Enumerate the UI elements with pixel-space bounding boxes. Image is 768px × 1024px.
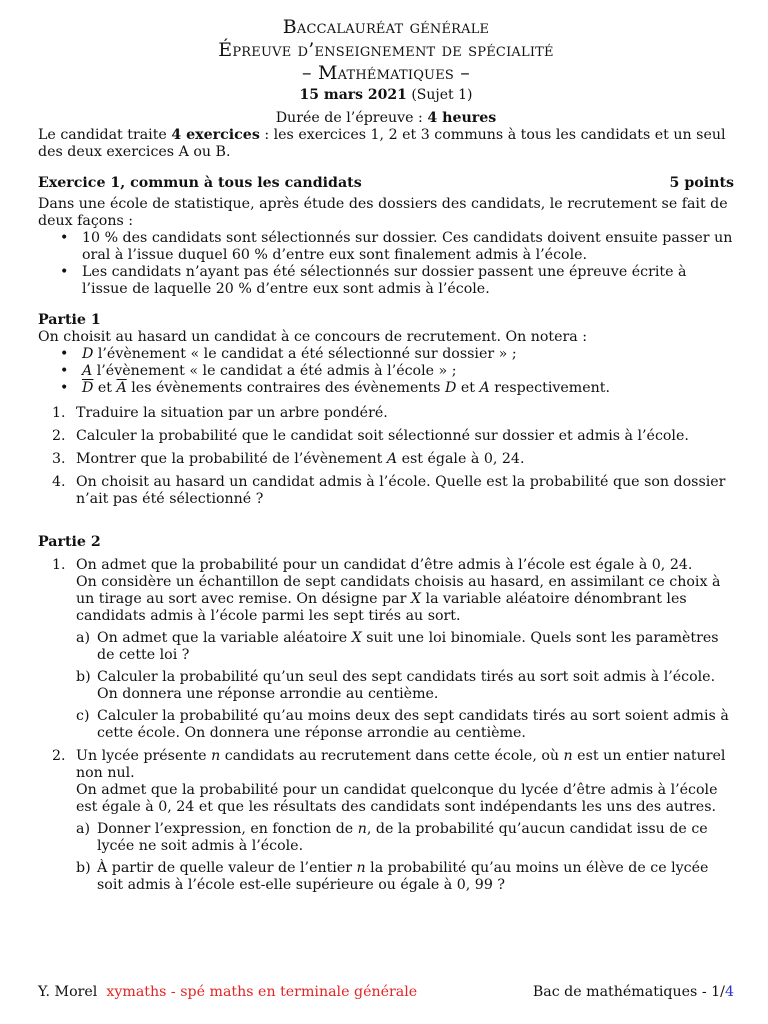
event-item xyxy=(38,346,734,363)
question-number: 4. xyxy=(52,474,66,490)
question-var: n xyxy=(357,821,367,837)
question-text: On admet que la probabilité pour un candidat d’être admis à l’école est égale à 0, 24. xyxy=(76,557,693,573)
bullet-item: • Les candidats n’ayant pas été sélectionnés sur dossier passent une épreuve écrite à l’issue de laquelle 20 % d’entre eux sont admis à l’école. xyxy=(38,264,734,298)
intro-paragraph xyxy=(38,127,734,161)
sub-question-letter: a) xyxy=(76,630,90,646)
sub-questions xyxy=(76,821,734,894)
question-text: Traduire la situation par un arbre pondéré. xyxy=(76,405,388,421)
question-text: Montrer que la probabilité de l’évènement xyxy=(76,451,387,467)
footer-right xyxy=(533,984,734,1000)
question-var: n xyxy=(563,748,573,764)
footer-left xyxy=(38,984,417,1000)
question-var: n xyxy=(356,860,366,876)
event-text: et xyxy=(456,380,480,396)
document-page xyxy=(38,16,734,894)
duration-label: Durée de l’épreuve : xyxy=(275,110,428,126)
footer-page-label: Bac de mathématiques - 1/ xyxy=(532,984,725,1000)
sub-question-text: Calculer la probabilité qu’au moins deux des sept candidats tirés au sort soient admis à cette école. On donnera une réponse arrondie au centième. xyxy=(97,708,729,741)
question-number: 3. xyxy=(52,451,66,467)
sub-question-text: , de la probabilité qu’aucun candidat issu de ce lycée ne soit admis à l’école. xyxy=(97,821,708,854)
question-var: A xyxy=(386,451,398,467)
exercise-header xyxy=(38,175,734,192)
event-var: $\overline{D}$ xyxy=(82,380,94,396)
intro-text-2: : les exercices 1, 2 et 3 communs à tous les candidats et un seul des deux exercices A ou B. xyxy=(38,127,726,160)
exam-date xyxy=(38,87,734,104)
exercise-intro: Dans une école de statistique, après étude des dossiers des candidats, le recrutement se fait de deux façons : xyxy=(38,196,728,229)
intro-bold: 4 exercices xyxy=(171,127,260,143)
page-footer xyxy=(38,984,734,1000)
question-item xyxy=(38,748,734,894)
question-paragraph xyxy=(76,574,734,625)
event-var: D xyxy=(82,346,94,362)
intro-text-1: Le candidat traite xyxy=(38,127,172,143)
exam-date-bold: 15 mars 2021 xyxy=(299,87,407,103)
partie-2-questions xyxy=(38,557,734,894)
sub-question-text: On admet que la variable aléatoire xyxy=(97,630,352,646)
event-item xyxy=(38,380,734,397)
question-text: est égale à 0, 24. xyxy=(397,451,525,467)
question-item xyxy=(38,451,734,468)
question-text: est un entier naturel non nul. xyxy=(76,748,726,781)
question-var: n xyxy=(211,748,221,764)
exercise-points: 5 points xyxy=(669,175,734,191)
exam-duration xyxy=(38,110,734,127)
bullet-item: • 10 % des candidats sont sélectionnés sur dossier. Ces candidats doivent ensuite passer un oral à l’issue duquel 60 % d’entre eux sont finalement admis à l’école. xyxy=(38,230,734,264)
footer-page-total-link[interactable]: 4 xyxy=(724,984,734,1000)
sub-question-item xyxy=(76,821,734,855)
sub-question-text: À partir de quelle valeur de l’entier xyxy=(97,860,357,876)
title-line-1: Baccalauréat générale xyxy=(282,16,490,38)
event-var: A xyxy=(479,380,490,396)
sub-question-text: la probabilité qu’au moins un élève de ce lycée soit admis à l’école est-elle supérieure ou égale à 0, 99 ? xyxy=(97,860,709,893)
sub-question-letter: a) xyxy=(76,821,90,837)
sub-question-item xyxy=(76,708,734,742)
events-list xyxy=(38,346,734,397)
sub-questions xyxy=(76,630,734,742)
event-text: les évènements contraires des évènements xyxy=(126,380,445,396)
question-item xyxy=(38,474,734,508)
duration-value: 4 heures xyxy=(427,110,497,126)
question-text: On choisit au hasard un candidat admis à l’école. Quelle est la probabilité que son dossier n’ait pas été sélectionné ? xyxy=(76,474,726,507)
question-number: 2. xyxy=(52,428,66,444)
sub-question-text: suit une loi binomiale. Quels sont les paramètres de cette loi ? xyxy=(97,630,719,663)
footer-author: Y. Morel xyxy=(38,984,98,1000)
question-number: 1. xyxy=(52,557,66,573)
event-text: respectivement. xyxy=(489,380,610,396)
sub-question-letter: b) xyxy=(76,669,91,685)
question-text: la variable aléatoire dénombrant les candidats admis à l’école parmi les sept tirés au sort. xyxy=(76,591,687,624)
sub-question-item xyxy=(76,860,734,894)
event-text: l’évènement « le candidat a été admis à l’école » ; xyxy=(92,363,457,379)
event-var: D xyxy=(444,380,457,396)
event-text: l’évènement « le candidat a été sélectionné sur dossier » ; xyxy=(93,346,517,362)
question-text: Un lycée présente xyxy=(76,748,212,764)
title-line-3: – Mathématiques – xyxy=(302,62,470,84)
exercise-bullets xyxy=(38,230,734,298)
sub-question-letter: b) xyxy=(76,860,91,876)
partie-1-intro: On choisit au hasard un candidat à ce concours de recrutement. On notera : xyxy=(38,329,588,345)
event-item xyxy=(38,363,734,380)
title-line-2: Épreuve d’enseignement de spécialité xyxy=(218,39,554,61)
exam-date-suffix: (Sujet 1) xyxy=(406,87,473,103)
event-var: $\overline{A}$ xyxy=(116,380,127,396)
question-text: On considère un échantillon de sept candidats choisis au hasard, en assimilant ce choix à un tirage au sort avec remise. On désigne par xyxy=(76,574,721,607)
partie-1-questions xyxy=(38,405,734,508)
sub-question-item xyxy=(76,669,734,703)
sub-question-item xyxy=(76,630,734,664)
question-paragraph: On admet que la probabilité pour un candidat quelconque du lycée d’être admis à l’école est égale à 0, 24 et que les résultats des candidats sont indépendants les uns des autres. xyxy=(76,782,718,815)
partie-2-title: Partie 2 xyxy=(38,534,101,550)
question-text: Calculer la probabilité que le candidat soit sélectionné sur dossier et admis à l’école. xyxy=(76,428,689,444)
exercise-title: Exercice 1, commun à tous les candidats xyxy=(38,175,362,191)
question-var: X xyxy=(410,591,422,607)
sub-question-letter: c) xyxy=(76,708,90,724)
question-number: 2. xyxy=(52,748,66,764)
sub-question-text: Donner l’expression, en fonction de xyxy=(97,821,358,837)
event-text: et xyxy=(93,380,117,396)
question-item xyxy=(38,557,734,742)
sub-question-text: Calculer la probabilité qu’un seul des sept candidats tirés au sort soit admis à l’école. On donnera une réponse arrondie au centième. xyxy=(97,669,716,702)
question-text xyxy=(76,748,734,782)
question-item xyxy=(38,405,734,422)
partie-1-title: Partie 1 xyxy=(38,312,101,328)
question-text: candidats au recrutement dans cette école, où xyxy=(220,748,564,764)
question-item xyxy=(38,428,734,445)
question-var: X xyxy=(351,630,362,646)
event-var: A xyxy=(82,363,93,379)
footer-site-link[interactable]: xymaths - spé maths en terminale générale xyxy=(106,984,418,1000)
question-number: 1. xyxy=(52,405,66,421)
